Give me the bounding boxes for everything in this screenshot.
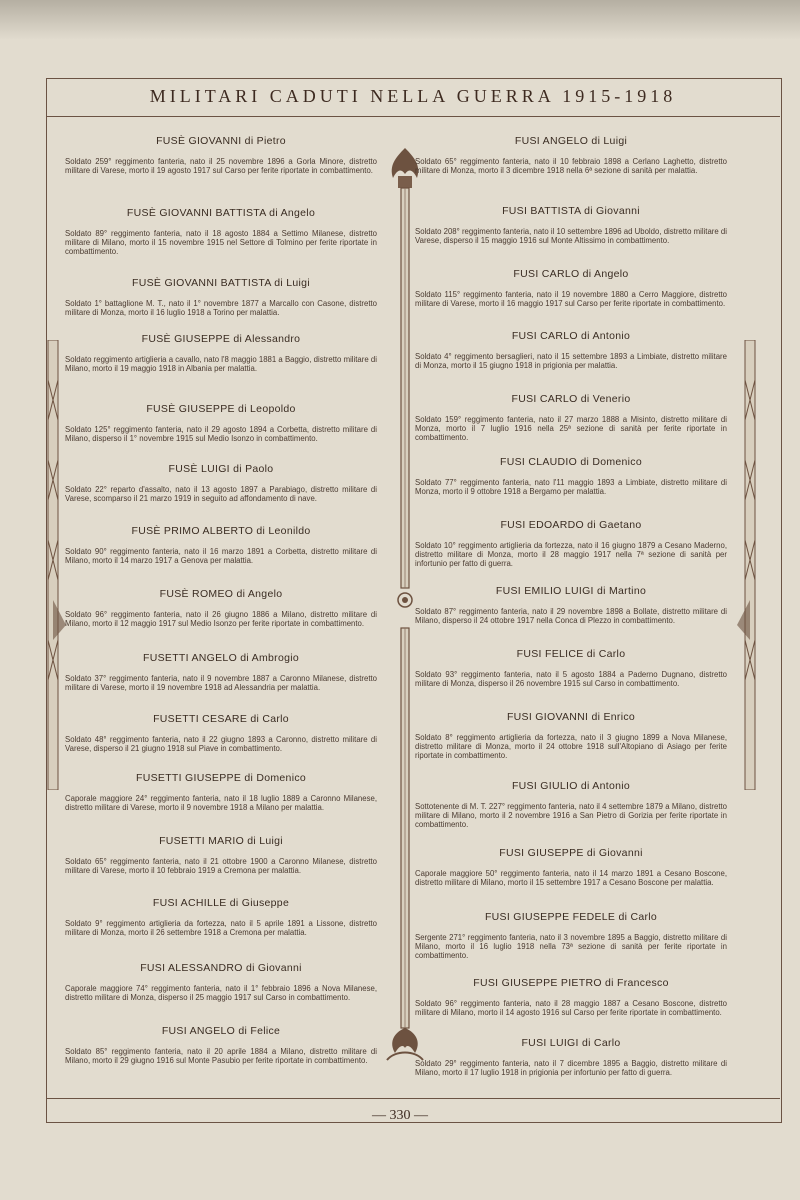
- entry-text: Sergente 271° reggimento fanteria, nato il 3 novembre 1895 a Baggio, distretto militare di Milano, morto il 16 luglio 1918 nella 73ª sezione di sanità per ferite riportate in combattimento.: [415, 933, 727, 961]
- list-item: [65, 772, 377, 812]
- list-item: [65, 713, 377, 753]
- entry-text: Soldato 259° reggimento fanteria, nato il 25 novembre 1896 a Gorla Minore, distretto militare di Varese, morto il 19 agosto 1917 sul Carso per ferite riportate in combattimento.: [65, 157, 377, 176]
- entry-name: FUSI CARLO di Antonio: [511, 330, 631, 342]
- entry-text: Soldato 9° reggimento artiglieria da fortezza, nato il 5 aprile 1891 a Lissone, distretto militare di Monza, morto il 26 settembre 1918 a Cremona per malattia.: [65, 919, 377, 938]
- list-item: [415, 205, 727, 245]
- list-item: [415, 456, 727, 496]
- page-number: — 330 —: [372, 1108, 428, 1123]
- list-item: [415, 911, 727, 961]
- entry-text: Soldato 10° reggimento artiglieria da fortezza, nato il 16 giugno 1879 a Cesano Maderno, distretto militare di Monza, morto il 28 maggio 1917 nella 7ª sezione di sanità per infortunio per fatto di guerra.: [415, 541, 727, 569]
- list-item: [65, 652, 377, 692]
- list-item: [65, 1025, 377, 1065]
- entry-name: FUSÈ ROMEO di Angelo: [159, 588, 283, 600]
- list-item: [415, 519, 727, 569]
- list-item: [65, 525, 377, 565]
- entry-name: FUSI ANGELO di Luigi: [514, 135, 628, 147]
- right-fasces-ornament: [735, 340, 765, 790]
- list-item: [65, 207, 377, 257]
- entry-name: FUSÈ GIOVANNI di Pietro: [156, 135, 286, 147]
- entry-name: FUSI ANGELO di Felice: [161, 1025, 281, 1037]
- entry-name: FUSÈ GIOVANNI BATTISTA di Angelo: [126, 207, 316, 219]
- entry-text: Soldato 115° reggimento fanteria, nato il 19 novembre 1880 a Cerro Maggiore, distretto militare di Varese, morto il 16 maggio 1917 sul Carso per ferite riportate in combattimento.: [415, 290, 727, 309]
- entry-text: Soldato reggimento artiglieria a cavallo, nato l'8 maggio 1881 a Baggio, distretto militare di Milano, morto il 19 maggio 1918 in Albania per malattia.: [65, 355, 377, 374]
- page-header: [46, 78, 780, 117]
- list-item: [415, 135, 727, 175]
- entry-name: FUSI FELICE di Carlo: [516, 648, 626, 660]
- entry-text: Soldato 4° reggimento bersaglieri, nato il 15 settembre 1893 a Limbiate, distretto militare di Monza, morto il 15 giugno 1918 in prigionia per malattia.: [415, 352, 727, 371]
- entry-name: FUSETTI ANGELO di Ambrogio: [142, 652, 299, 664]
- page-title: MILITARI CADUTI NELLA GUERRA 1915-1918: [149, 86, 677, 106]
- entry-text: Soldato 77° reggimento fanteria, nato l'11 maggio 1893 a Limbiate, distretto militare di Monza, morto il 9 ottobre 1918 a Bergamo per malattia.: [415, 478, 727, 497]
- list-item: [415, 648, 727, 688]
- entry-text: Soldato 87° reggimento fanteria, nato il 29 novembre 1898 a Bollate, distretto militare di Milano, disperso il 24 ottobre 1917 nella Conca di Plezzo in combattimento.: [415, 607, 727, 626]
- entry-text: Soldato 125° reggimento fanteria, nato il 29 agosto 1894 a Corbetta, distretto militare di Milano, disperso il 1° novembre 1915 sul Medio Isonzo in combattimento.: [65, 425, 377, 444]
- entry-text: Caporale maggiore 50° reggimento fanteria, nato il 14 marzo 1891 a Cesano Boscone, distretto militare di Milano, morto il 15 settembre 1917 a Cesano Boscone per malattia.: [415, 869, 727, 888]
- entry-text: Soldato 90° reggimento fanteria, nato il 16 marzo 1891 a Corbetta, distretto militare di Milano, morto il 14 marzo 1917 a Genova per malattia.: [65, 547, 377, 566]
- entry-name: FUSI CARLO di Angelo: [513, 268, 629, 280]
- entry-name: FUSÈ GIUSEPPE di Leopoldo: [146, 403, 296, 415]
- list-item: [65, 135, 377, 175]
- entry-name: FUSÈ GIOVANNI BATTISTA di Luigi: [132, 277, 310, 289]
- entry-name: FUSETTI MARIO di Luigi: [159, 835, 283, 847]
- entry-name: FUSETTI CESARE di Carlo: [153, 713, 289, 725]
- entry-name: FUSI GIUSEPPE FEDELE di Carlo: [484, 911, 658, 923]
- entry-text: Soldato 48° reggimento fanteria, nato il 22 giugno 1893 a Caronno, distretto militare di Varese, disperso il 21 giugno 1918 sul Piave in combattimento.: [65, 735, 377, 754]
- entry-name: FUSETTI GIUSEPPE di Domenico: [135, 772, 307, 784]
- entry-name: FUSI EDOARDO di Gaetano: [500, 519, 642, 531]
- entry-name: FUSÈ LUIGI di Paolo: [168, 463, 274, 475]
- list-item: [415, 393, 727, 443]
- list-item: [65, 588, 377, 628]
- entry-text: Soldato 208° reggimento fanteria, nato il 10 settembre 1896 ad Uboldo, distretto militare di Varese, disperso il 15 maggio 1916 sul Monte Altissimo in combattimento.: [415, 227, 727, 246]
- list-item: [415, 1037, 727, 1077]
- list-item: [415, 711, 727, 761]
- list-item: [65, 333, 377, 373]
- entry-text: Caporale maggiore 74° reggimento fanteria, nato il 1° febbraio 1896 a Nova Milanese, distretto militare di Monza, disperso il 25 maggio 1917 sul Carso in combattimento.: [65, 984, 377, 1003]
- list-item: [65, 835, 377, 875]
- entry-name: FUSI GIULIO di Antonio: [511, 780, 631, 792]
- entry-text: Soldato 37° reggimento fanteria, nato il 9 novembre 1887 a Caronno Milanese, distretto militare di Varese, morto il 19 novembre 1918 ad Alessandria per malattia.: [65, 674, 377, 693]
- entry-name: FUSI ALESSANDRO di Giovanni: [140, 962, 302, 974]
- entry-name: FUSI GIUSEPPE di Giovanni: [499, 847, 643, 859]
- list-item: [65, 277, 377, 317]
- list-item: [415, 268, 727, 308]
- entry-text: Soldato 96° reggimento fanteria, nato il 28 maggio 1887 a Cesano Boscone, distretto militare di Milano, morto il 14 agosto 1916 sul Carso per ferite riportate in combattimento.: [415, 999, 727, 1018]
- entry-name: FUSI ACHILLE di Giuseppe: [152, 897, 290, 909]
- footer-divider: [46, 1098, 780, 1099]
- entry-text: Soldato 96° reggimento fanteria, nato il 26 giugno 1886 a Milano, distretto militare di Milano, morto il 12 maggio 1917 sul Medio Isonzo per ferite riportate in combattimento.: [65, 610, 377, 629]
- list-item: [415, 585, 727, 625]
- entry-name: FUSI GIUSEPPE PIETRO di Francesco: [473, 977, 669, 989]
- list-item: [415, 330, 727, 370]
- entry-name: FUSI LUIGI di Carlo: [521, 1037, 621, 1049]
- entry-text: Soldato 8° reggimento artiglieria da fortezza, nato il 3 giugno 1899 a Nova Milanese, distretto militare di Monza, morto il 24 ottobre 1918 sull'Altopiano di Asiago per ferite riportate in combattimento.: [415, 733, 727, 761]
- list-item: [65, 403, 377, 443]
- list-item: [65, 897, 377, 937]
- entry-name: FUSI BATTISTA di Giovanni: [502, 205, 640, 217]
- entry-text: Soldato 65° reggimento fanteria, nato il 10 febbraio 1898 a Cerlano Laghetto, distretto militare di Monza, morto il 3 dicembre 1918 nella 6ª sezione di sanità per malattia.: [415, 157, 727, 176]
- list-item: [415, 847, 727, 887]
- list-item: [415, 780, 727, 830]
- entry-name: FUSI CARLO di Venerio: [511, 393, 631, 405]
- list-item: [415, 977, 727, 1017]
- list-item: [65, 962, 377, 1002]
- page-top-edge: [0, 0, 800, 40]
- entry-text: Soldato 85° reggimento fanteria, nato il 20 aprile 1884 a Milano, distretto militare di Milano, morto il 29 giugno 1916 sul Monte Pasubio per ferite riportate in combattimento.: [65, 1047, 377, 1066]
- entry-text: Soldato 89° reggimento fanteria, nato il 18 agosto 1884 a Settimo Milanese, distretto militare di Milano, morto il 15 novembre 1915 nel Settore di Tolmino per ferite riportate in combattimento.: [65, 229, 377, 257]
- entry-text: Sottotenente di M. T. 227° reggimento fanteria, nato il 4 settembre 1879 a Milano, distretto militare di Milano, morto il 2 novembre 1916 a San Pietro di Gorizia per ferite riportate in combattimento.: [415, 802, 727, 830]
- entry-name: FUSI EMILIO LUIGI di Martino: [495, 585, 647, 597]
- entry-text: Soldato 159° reggimento fanteria, nato il 27 marzo 1888 a Misinto, distretto militare di Monza, morto il 7 luglio 1916 nella 25ª sezione di sanità per ferite riportate in combattimento.: [415, 415, 727, 443]
- entry-name: FUSI GIOVANNI di Enrico: [506, 711, 636, 723]
- entry-name: FUSÈ GIUSEPPE di Alessandro: [141, 333, 301, 345]
- entry-text: Soldato 93° reggimento fanteria, nato il 5 agosto 1884 a Paderno Dugnano, distretto militare di Monza, disperso il 26 novembre 1915 sul Carso in combattimento.: [415, 670, 727, 689]
- entry-name: FUSI CLAUDIO di Domenico: [500, 456, 642, 468]
- list-item: [65, 463, 377, 503]
- entry-text: Caporale maggiore 24° reggimento fanteria, nato il 18 luglio 1889 a Caronno Milanese, distretto militare di Varese, morto il 9 novembre 1918 a Milano per malattia.: [65, 794, 377, 813]
- entry-text: Soldato 29° reggimento fanteria, nato il 7 dicembre 1895 a Baggio, distretto militare di Milano, morto il 17 luglio 1918 in prigionia per infortunio per fatto di guerra.: [415, 1059, 727, 1078]
- left-fasces-ornament: [38, 340, 68, 790]
- entry-text: Soldato 1° battaglione M. T., nato il 1° novembre 1877 a Marcallo con Casone, distretto militare di Monza, morto il 16 luglio 1918 a Torino per malattia.: [65, 299, 377, 318]
- entry-text: Soldato 22° reparto d'assalto, nato il 13 agosto 1897 a Parabiago, distretto militare di Varese, scomparso il 21 marzo 1919 in seguito ad affondamento di nave.: [65, 485, 377, 504]
- entry-text: Soldato 65° reggimento fanteria, nato il 21 ottobre 1900 a Caronno Milanese, distretto militare di Varese, morto il 10 febbraio 1919 a Cremona per malattia.: [65, 857, 377, 876]
- entry-name: FUSÈ PRIMO ALBERTO di Leonildo: [131, 525, 311, 537]
